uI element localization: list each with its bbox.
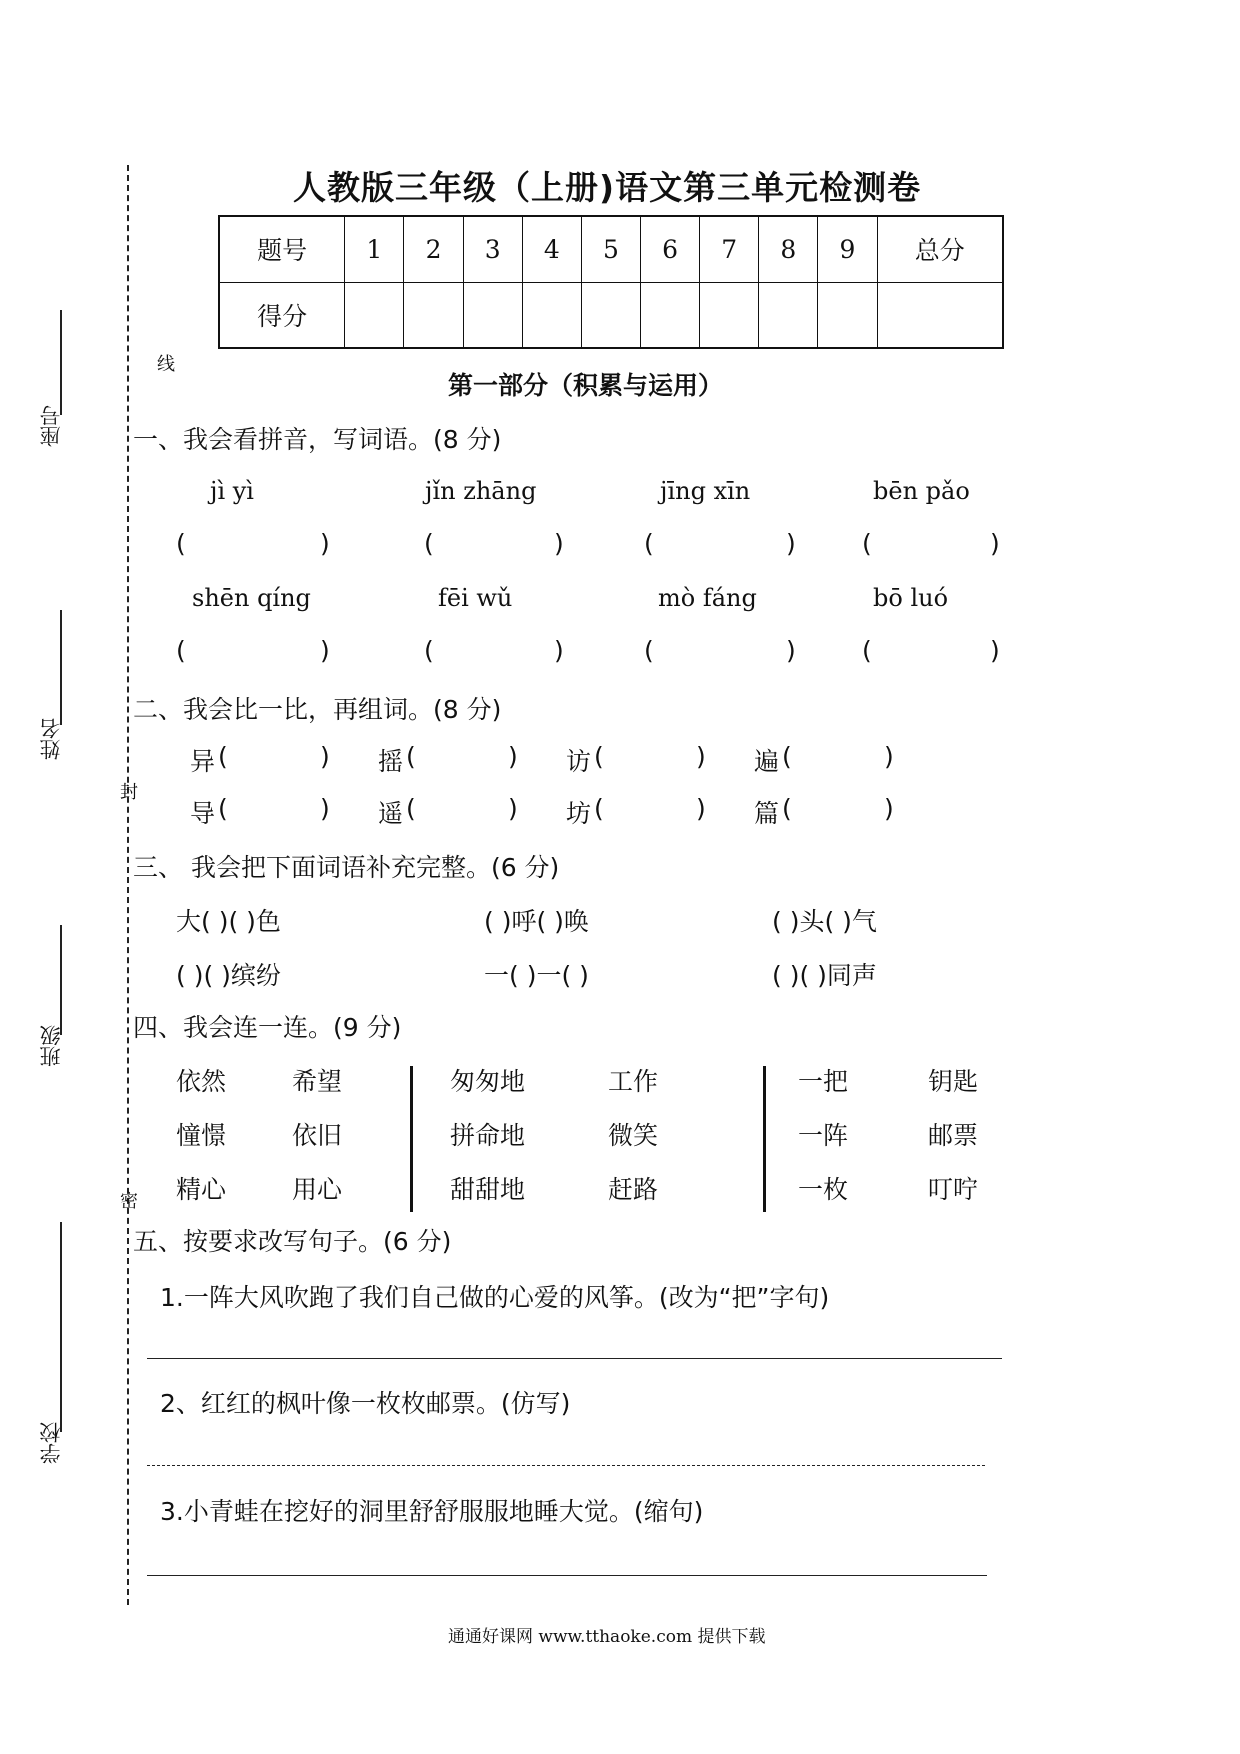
- match-word: 用心: [292, 1175, 343, 1204]
- idiom-item: ( )( )缤纷: [176, 961, 281, 990]
- answer-paren-close: ): [320, 794, 330, 823]
- cut-mark-line: 线: [157, 354, 175, 375]
- match-word: 憧憬: [176, 1121, 227, 1150]
- score-table-header: 1: [345, 216, 404, 282]
- match-word: 希望: [292, 1067, 343, 1096]
- answer-paren-open: (: [862, 636, 872, 665]
- answer-paren-open: (: [594, 794, 604, 823]
- answer-paren-open: (: [862, 529, 872, 558]
- pinyin-item: shēn qíng: [192, 584, 311, 612]
- score-table-header: 总分: [877, 216, 1003, 282]
- answer-paren-open: (: [782, 794, 792, 823]
- score-cell[interactable]: [759, 282, 818, 348]
- answer-paren-close: ): [554, 636, 564, 665]
- match-divider: [410, 1066, 413, 1212]
- match-word: 拼命地: [450, 1121, 526, 1150]
- answer-paren-open: (: [218, 742, 228, 771]
- q5-heading: 五、按要求改写句子。(6 分): [133, 1227, 452, 1256]
- answer-paren-close: ): [990, 636, 1000, 665]
- q4-heading: 四、我会连一连。(9 分): [133, 1013, 402, 1042]
- answer-paren-close: ): [320, 636, 330, 665]
- compare-char: 坊: [566, 799, 592, 828]
- answer-paren-close: ): [786, 636, 796, 665]
- match-word: 依旧: [292, 1121, 343, 1150]
- rewrite-sentence: 3.小青蛙在挖好的洞里舒舒服服地睡大觉。(缩句): [160, 1497, 704, 1526]
- answer-paren-close: ): [508, 794, 518, 823]
- match-word: 精心: [176, 1175, 227, 1204]
- idiom-item: ( )呼( )唤: [484, 907, 589, 936]
- match-word: 钥匙: [928, 1067, 979, 1096]
- pinyin-item: bō luó: [873, 584, 949, 612]
- match-word: 甜甜地: [450, 1175, 526, 1204]
- answer-line[interactable]: [147, 1575, 987, 1576]
- cut-mark-seal: 封: [120, 782, 138, 803]
- match-word: 邮票: [928, 1121, 979, 1150]
- compare-char: 访: [566, 747, 592, 776]
- answer-paren-close: ): [508, 742, 518, 771]
- match-word: 依然: [176, 1067, 227, 1096]
- score-cell[interactable]: [818, 282, 877, 348]
- answer-paren-open: (: [424, 636, 434, 665]
- match-word: 工作: [608, 1067, 659, 1096]
- name-label: 姓名: [39, 718, 63, 760]
- answer-paren-open: (: [406, 794, 416, 823]
- footer-source: 通通好课网 www.tthaoke.com 提供下载: [448, 1627, 766, 1647]
- pinyin-item: mò fáng: [658, 584, 757, 612]
- match-word: 一阵: [798, 1121, 849, 1150]
- part-title: 第一部分（积累与运用）: [448, 371, 724, 400]
- answer-paren-open: (: [176, 529, 186, 558]
- compare-char: 遍: [754, 747, 780, 776]
- idiom-item: ( )( )同声: [772, 961, 877, 990]
- answer-line[interactable]: [147, 1358, 1002, 1359]
- score-cell[interactable]: [345, 282, 404, 348]
- match-word: 一把: [798, 1067, 849, 1096]
- score-row-label: 得分: [219, 282, 345, 348]
- score-table-header: 6: [641, 216, 700, 282]
- answer-paren-open: (: [218, 794, 228, 823]
- q1-heading: 一、我会看拼音，写词语。(8 分): [133, 425, 502, 454]
- answer-paren-close: ): [990, 529, 1000, 558]
- idiom-item: ( )头( )气: [772, 907, 877, 936]
- score-cell[interactable]: [641, 282, 700, 348]
- pinyin-item: jīng xīn: [660, 477, 751, 505]
- q2-heading: 二、我会比一比，再组词。(8 分): [133, 695, 502, 724]
- compare-char: 异: [190, 747, 216, 776]
- score-table-header: 9: [818, 216, 877, 282]
- idiom-item: 大( )( )色: [176, 907, 281, 936]
- seat-number-label: 座号: [39, 405, 63, 447]
- score-table-header: 2: [404, 216, 463, 282]
- rewrite-sentence: 1.一阵大风吹跑了我们自己做的心爱的风筝。(改为“把”字句): [160, 1283, 830, 1312]
- compare-char: 摇: [378, 747, 404, 776]
- match-word: 叮咛: [928, 1175, 979, 1204]
- pinyin-item: fēi wǔ: [438, 584, 513, 612]
- answer-paren-open: (: [594, 742, 604, 771]
- score-cell[interactable]: [463, 282, 522, 348]
- idiom-item: 一( )一( ): [484, 961, 589, 990]
- score-cell[interactable]: [404, 282, 463, 348]
- match-word: 一枚: [798, 1175, 849, 1204]
- pinyin-item: jǐn zhāng: [425, 477, 537, 505]
- answer-paren-close: ): [554, 529, 564, 558]
- score-table-header: 7: [700, 216, 759, 282]
- score-table-header: 4: [522, 216, 581, 282]
- score-table: [218, 215, 1004, 349]
- score-cell[interactable]: [581, 282, 640, 348]
- match-word: 赶路: [608, 1175, 659, 1204]
- answer-paren-open: (: [424, 529, 434, 558]
- match-word: 微笑: [608, 1121, 659, 1150]
- score-cell[interactable]: [700, 282, 759, 348]
- school-label: 学校: [39, 1422, 63, 1464]
- score-cell-total[interactable]: [877, 282, 1003, 348]
- answer-paren-close: ): [884, 794, 894, 823]
- match-divider: [763, 1066, 766, 1212]
- answer-paren-close: ): [320, 742, 330, 771]
- compare-char: 导: [190, 799, 216, 828]
- q3-heading: 三、 我会把下面词语补充完整。(6 分): [133, 853, 560, 882]
- rewrite-sentence: 2、红红的枫叶像一枚枚邮票。(仿写): [160, 1389, 571, 1418]
- compare-char: 遥: [378, 799, 404, 828]
- answer-paren-open: (: [644, 529, 654, 558]
- score-cell[interactable]: [522, 282, 581, 348]
- class-line: [60, 925, 62, 1035]
- seat-number-line: [60, 310, 62, 415]
- answer-paren-close: ): [884, 742, 894, 771]
- answer-paren-open: (: [782, 742, 792, 771]
- school-line: [60, 1222, 62, 1432]
- match-word: 匆匆地: [450, 1067, 526, 1096]
- name-line: [60, 610, 62, 725]
- class-label: 班级: [39, 1025, 63, 1067]
- answer-paren-open: (: [406, 742, 416, 771]
- pinyin-item: jì yì: [210, 477, 254, 505]
- answer-paren-open: (: [176, 636, 186, 665]
- answer-paren-close: ): [696, 742, 706, 771]
- binding-dashed-line: [127, 165, 129, 1605]
- answer-paren-close: ): [320, 529, 330, 558]
- pinyin-item: bēn pǎo: [873, 477, 970, 505]
- score-table-header: 8: [759, 216, 818, 282]
- compare-char: 篇: [754, 799, 780, 828]
- cut-mark-secret: 密: [120, 1191, 138, 1212]
- score-table-header: 3: [463, 216, 522, 282]
- score-table-header: 题号: [219, 216, 345, 282]
- answer-paren-close: ): [696, 794, 706, 823]
- answer-paren-close: ): [786, 529, 796, 558]
- answer-paren-open: (: [644, 636, 654, 665]
- answer-line[interactable]: [147, 1465, 985, 1466]
- score-table-header: 5: [581, 216, 640, 282]
- page-title: 人教版三年级（上册)语文第三单元检测卷: [293, 168, 922, 207]
